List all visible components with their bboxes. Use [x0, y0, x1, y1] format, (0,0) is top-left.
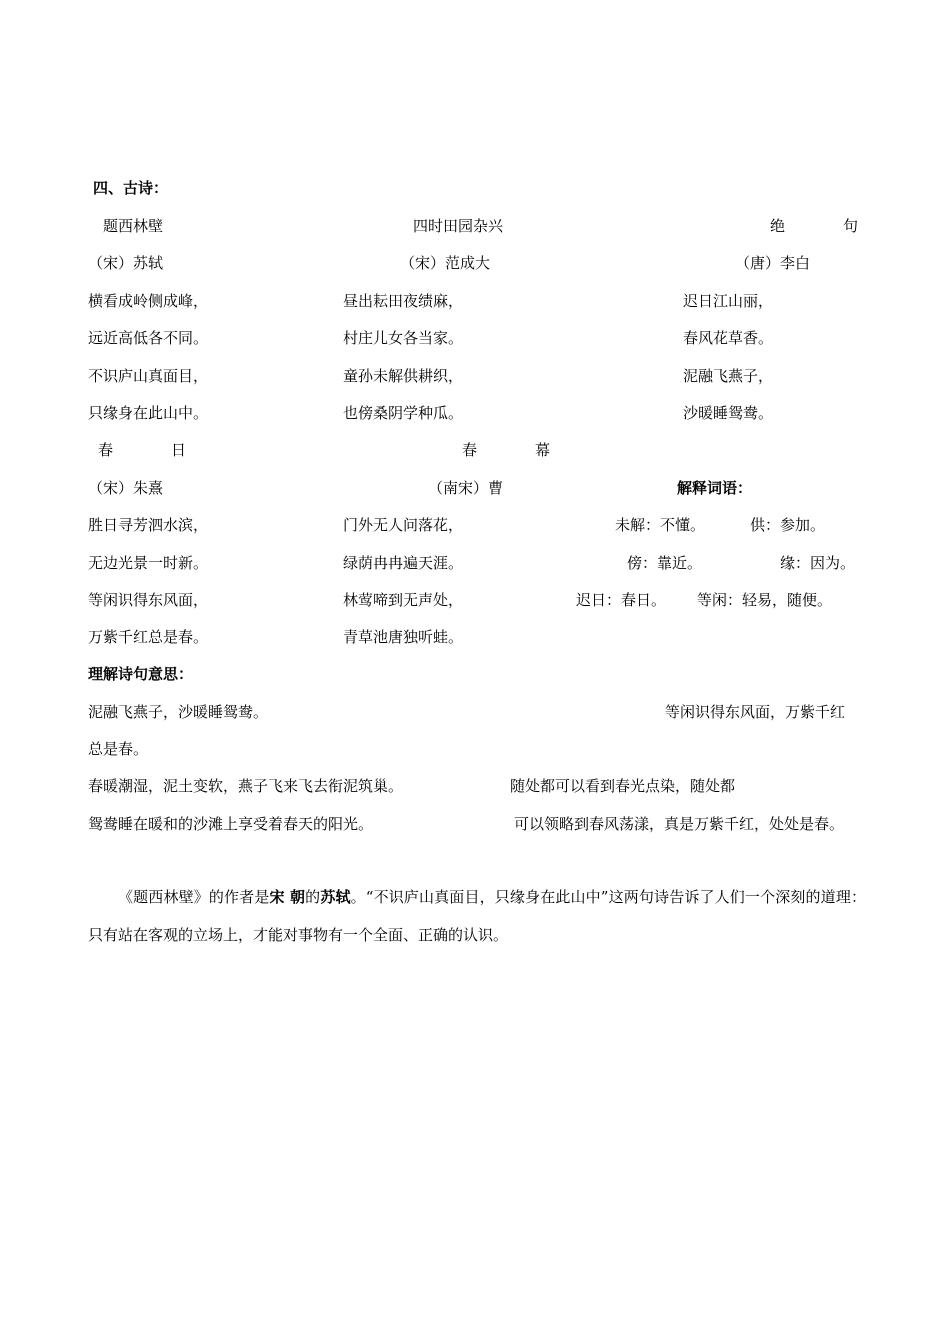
poem-line: 林莺啼到无声处，: [343, 591, 464, 609]
quote-right-continued: 总是春。: [88, 740, 149, 758]
summary-text: 。“不识庐山真面目，只缘身在此山中”这两句诗告诉了人们一个深刻的道理：只有站在客观的立场上，才能对事物有一个全面、正确的认识。: [88, 888, 866, 944]
summary-dynasty: 宋 朝: [269, 888, 306, 906]
poem-line: 童孙未解供耕织，: [343, 367, 464, 385]
poem-author: （南宋）曹: [428, 479, 504, 497]
poem-author: （宋）苏轼: [88, 254, 164, 272]
poem-line: 绿荫冉冉遍天涯。: [343, 554, 464, 572]
poem-line: 迟日江山丽，: [683, 292, 774, 310]
summary-text: 《题西林壁》的作者是: [118, 888, 270, 906]
poem-title: 题西林壁: [103, 217, 164, 235]
quote-left: 泥融飞燕子，沙暖睡鸳鸯。: [88, 703, 269, 721]
poem-author: （唐）李白: [735, 254, 811, 272]
poem-author: （宋）朱熹: [88, 479, 164, 497]
summary-text: 的: [305, 888, 321, 906]
poem-line: 万紫千红总是春。: [88, 628, 209, 646]
poem-title-char: 日: [171, 441, 187, 459]
poem-line: 不识庐山真面目，: [88, 367, 209, 385]
poem-line: 等闲识得东风面，: [88, 591, 209, 609]
poem-line: 也傍桑阴学种瓜。: [343, 404, 464, 422]
poem-line: 胜日寻芳泗水滨，: [88, 516, 209, 534]
poem-line: 无边光景一时新。: [88, 554, 209, 572]
poem-line: 春风花草香。: [683, 329, 774, 347]
poem-title-char: 春: [98, 441, 114, 459]
glossary-heading: 解释词语：: [677, 479, 753, 497]
poem-line: 横看成岭侧成峰，: [88, 292, 209, 310]
glossary-item: 缘：因为。: [780, 554, 856, 572]
poem-line: 门外无人问落花，: [343, 516, 464, 534]
understanding-heading: 理解诗句意思：: [88, 665, 194, 683]
explanation-left: 鸳鸯睡在暖和的沙滩上享受着春天的阳光。: [88, 815, 374, 833]
poem-line: 沙暖睡鸳鸯。: [683, 404, 774, 422]
glossary-item: 傍：靠近。: [627, 554, 703, 572]
glossary-item: 未解：不懂。: [615, 516, 706, 534]
poem-title-char: 幕: [535, 441, 551, 459]
poem-line: 远近高低各不同。: [88, 329, 209, 347]
poem-line: 村庄儿女各当家。: [343, 329, 464, 347]
poem-line: 昼出耘田夜绩麻，: [343, 292, 464, 310]
explanation-right: 随处都可以看到春光点染，随处都: [510, 777, 736, 795]
explanation-left: 春暖潮湿，泥土变软，燕子飞来飞去衔泥筑巢。: [88, 777, 404, 795]
quote-right: 等闲识得东风面，万紫千红: [665, 703, 846, 721]
explanation-right: 可以领略到春风荡漾，真是万紫千红，处处是春。: [514, 815, 845, 833]
glossary-item: 等闲：轻易，随便。: [697, 591, 833, 609]
poem-line: 青草池唐独听蛙。: [343, 628, 464, 646]
poem-author: （宋）范成大: [400, 254, 491, 272]
poem-title: 四时田园杂兴: [413, 217, 504, 235]
poem-title-char: 春: [462, 441, 478, 459]
glossary-item: 供：参加。: [750, 516, 826, 534]
poem-title-char: 绝: [770, 217, 786, 235]
poem-line: 只缘身在此山中。: [88, 404, 209, 422]
summary-paragraph: [88, 878, 866, 954]
section-heading: 四、古诗：: [93, 179, 169, 197]
summary-author: 苏轼: [320, 888, 351, 906]
poem-line: 泥融飞燕子，: [683, 367, 774, 385]
poem-title-char: 句: [843, 217, 859, 235]
glossary-item: 迟日：春日。: [576, 591, 667, 609]
